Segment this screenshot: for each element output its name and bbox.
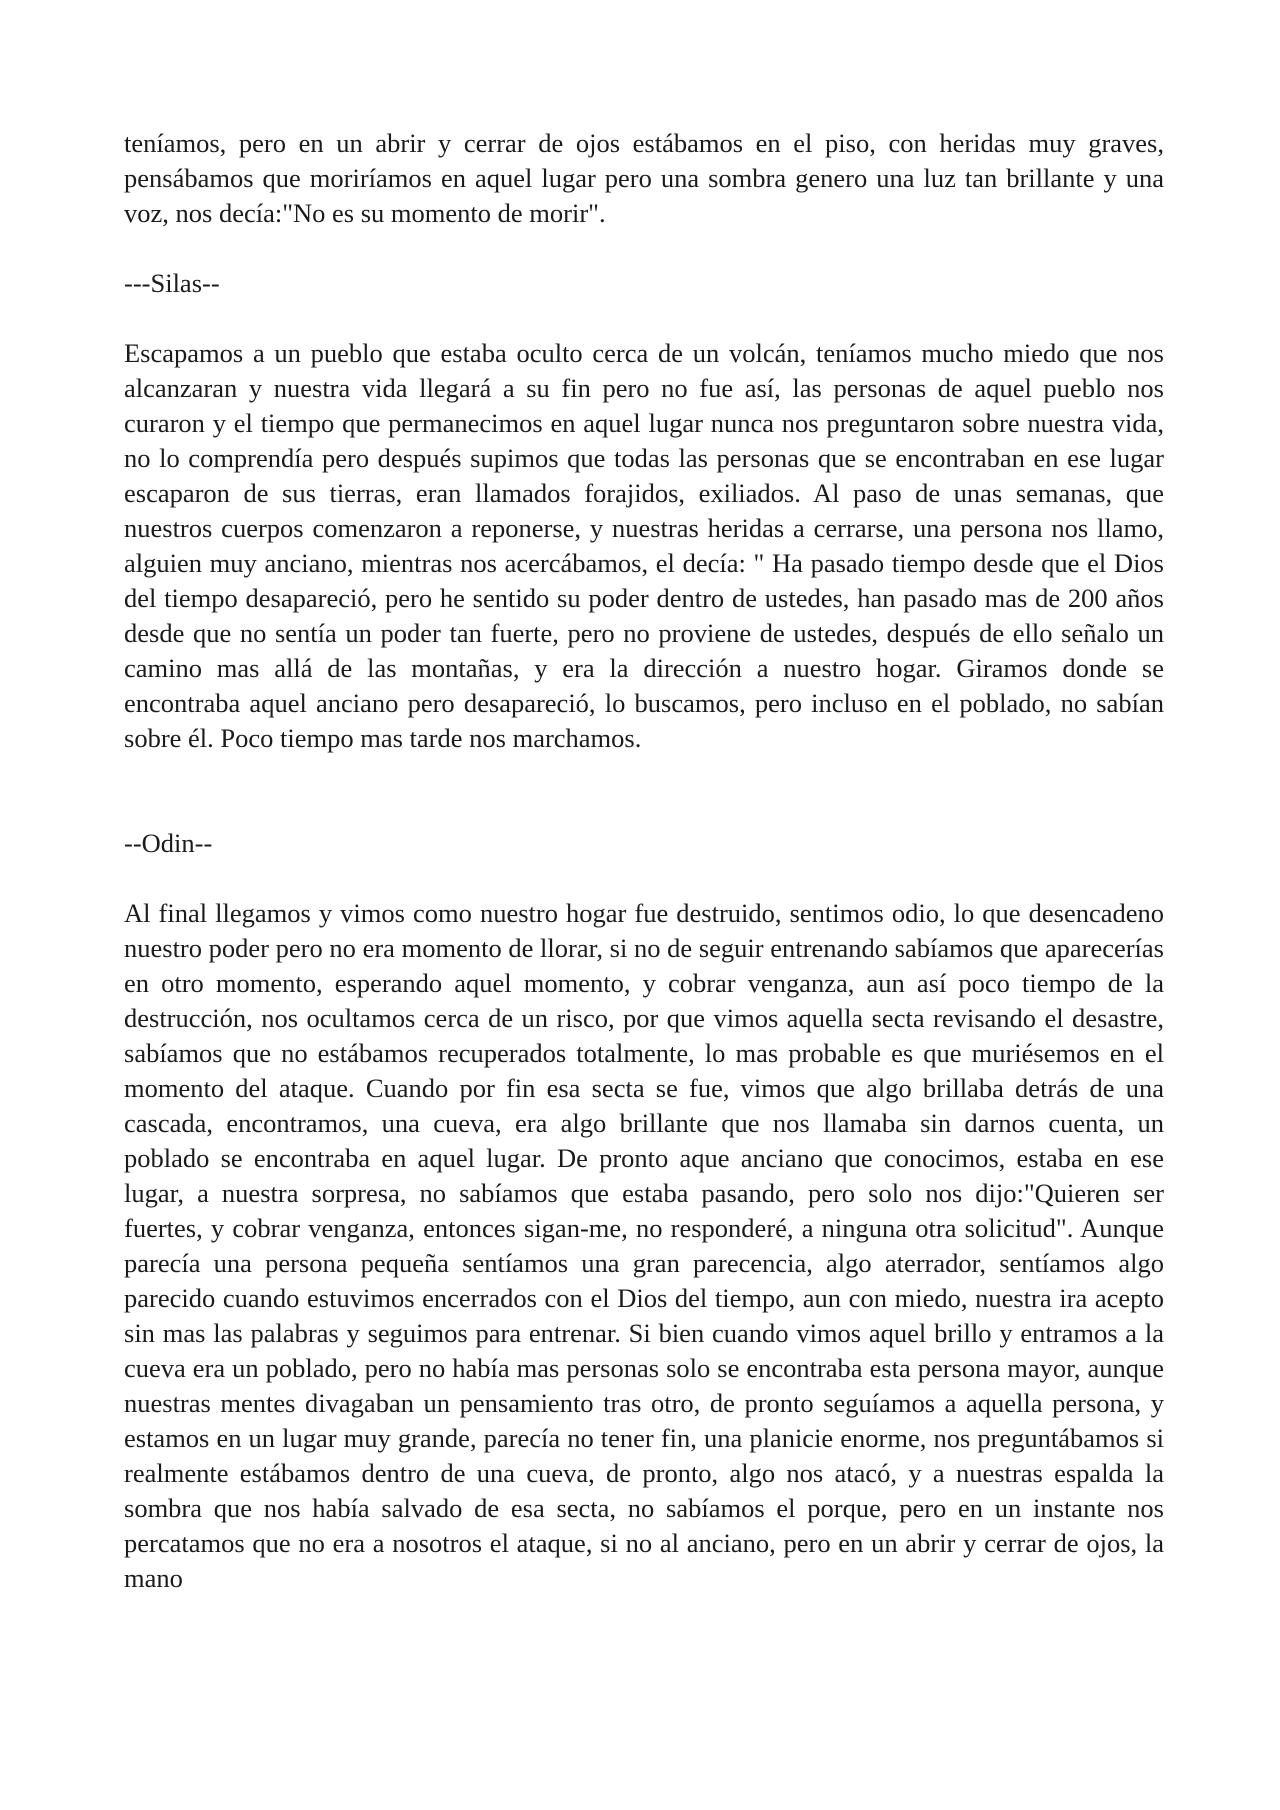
paragraph-spacer [124,861,1164,896]
paragraph-spacer [124,231,1164,266]
paragraph-opening: teníamos, pero en un abrir y cerrar de ojos estábamos en el piso, con heridas muy graves, pensábamos que moriríamos en aquel lugar pero una sombra genero una luz tan brillante y una voz, nos decía:"No es su momento de morir". [124,128,1164,228]
section-heading-odin: --Odin-- [124,828,213,858]
paragraph-silas: Escapamos a un pueblo que estaba oculto cerca de un volcán, teníamos mucho miedo que nos alcanzaran y nuestra vida llegará a su fin pero no fue así, las personas de aquel pueblo nos curaron y el tiempo que permanecimos en aquel lugar nunca nos preguntaron sobre nuestra vida, no lo comprendía pero después supimos que todas las personas que se encontraban en ese lugar escaparon de sus tierras, eran llamados forajidos, exiliados. Al paso de unas semanas, que nuestros cuerpos comenzaron a reponerse, y nuestras heridas a cerrarse, una persona nos llamo, alguien muy anciano, mientras nos acercábamos, el decía: " Ha pasado tiempo desde que el Dios del tiempo desapareció, pero he sentido su poder dentro de ustedes, han pasado mas de 200 años desde que no sentía un poder tan fuerte, pero no proviene de ustedes, después de ello señalo un camino mas allá de las montañas, y era la dirección a nuestro hogar. Giramos donde se encontraba aquel anciano pero desapareció, lo buscamos, pero incluso en el poblado, no sabían sobre él. Poco tiempo mas tarde nos marchamos. [124,338,1164,753]
document-page [124,126,1164,1596]
paragraph-odin: Al final llegamos y vimos como nuestro hogar fue destruido, sentimos odio, lo que desencadeno nuestro poder pero no era momento de llorar, si no de seguir entrenando sabíamos que aparecerías en otro momento, esperando aquel momento, y cobrar venganza, aun así poco tiempo de la destrucción, nos ocultamos cerca de un risco, por que vimos aquella secta revisando el desastre, sabíamos que no estábamos recuperados totalmente, lo mas probable es que muriésemos en el momento del ataque. Cuando por fin esa secta se fue, vimos que algo brillaba detrás de una cascada, encontramos, una cueva, era algo brillante que nos llamaba sin darnos cuenta, un poblado se encontraba en aquel lugar. De pronto aque anciano que conocimos, estaba en ese lugar, a nuestra sorpresa, no sabíamos que estaba pasando, pero solo nos dijo:"Quieren ser fuertes, y cobrar venganza, entonces sigan-me, no responderé, a ninguna otra solicitud". Aunque parecía una persona pequeña sentíamos una gran parecencia, algo aterrador, sentíamos algo parecido cuando estuvimos encerrados con el Dios del tiempo, aun con miedo, nuestra ira acepto sin mas las palabras y seguimos para entrenar. Si bien cuando vimos aquel brillo y entramos a la cueva era un poblado, pero no había mas personas solo se encontraba esta persona mayor, aunque nuestras mentes divagaban un pensamiento tras otro, de pronto seguíamos a aquella persona, y estamos en un lugar muy grande, parecía no tener fin, una planicie enorme, nos preguntábamos si realmente estábamos dentro de una cueva, de pronto, algo nos atacó, y a nuestras espalda la sombra que nos había salvado de esa secta, no sabíamos el porque, pero en un instante nos percatamos que no era a nosotros el ataque, si no al anciano, pero en un abrir y cerrar de ojos, la mano [124,898,1164,1593]
paragraph-spacer [124,301,1164,336]
section-heading-silas: ---Silas-- [124,268,220,298]
paragraph-spacer [124,756,1164,826]
